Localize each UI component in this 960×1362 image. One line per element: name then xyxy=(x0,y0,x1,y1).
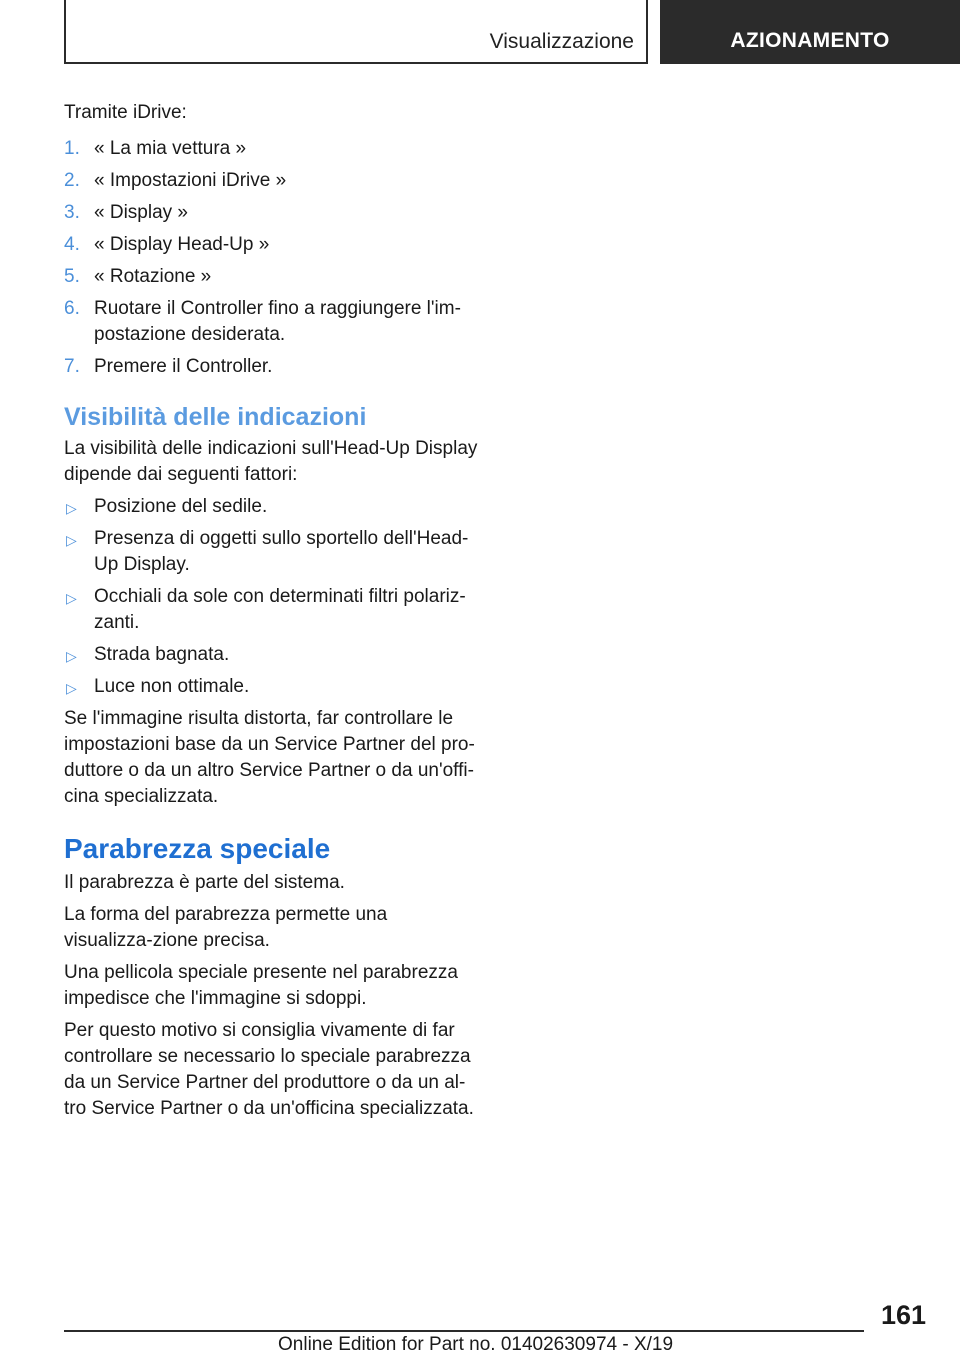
step-item xyxy=(64,232,480,258)
list-item-text: Occhiali da sole con determinati filtri polariz-zanti. xyxy=(94,586,466,633)
step-number: 7. xyxy=(64,356,80,377)
triangle-bullet-icon: ▷ xyxy=(66,532,77,548)
page-content xyxy=(64,100,480,1128)
windshield-paragraph: Una pellicola speciale presente nel parabrezza impedisce che l'immagine si sdoppi. xyxy=(64,962,458,1009)
step-item xyxy=(64,168,480,194)
step-number: 1. xyxy=(64,138,80,159)
step-item xyxy=(64,354,480,380)
windshield-paragraph: La forma del parabrezza permette una visualizza-zione precisa. xyxy=(64,904,388,951)
step-item xyxy=(64,200,480,226)
steps-intro: Tramite iDrive: xyxy=(64,102,187,123)
list-item xyxy=(64,494,480,520)
step-text: « La mia vettura » xyxy=(94,138,247,159)
step-item xyxy=(64,264,480,290)
step-text: « Impostazioni iDrive » xyxy=(94,170,287,191)
steps-list xyxy=(64,136,480,380)
step-text: « Rotazione » xyxy=(94,266,212,287)
step-number: 4. xyxy=(64,234,80,255)
list-item xyxy=(64,674,480,700)
list-item-text: Luce non ottimale. xyxy=(94,676,250,697)
triangle-bullet-icon: ▷ xyxy=(66,500,77,516)
list-item xyxy=(64,584,480,636)
visibility-intro: La visibilità delle indicazioni sull'Head-Up Display dipende dai seguenti fattori: xyxy=(64,438,478,485)
step-text: « Display » xyxy=(94,202,188,223)
visibility-heading: Visibilità delle indicazioni xyxy=(64,403,367,431)
page-number: 161 xyxy=(880,1300,926,1330)
visibility-factors-list xyxy=(64,494,480,700)
triangle-bullet-icon: ▷ xyxy=(66,648,77,664)
list-item-text: Posizione del sedile. xyxy=(94,496,268,517)
triangle-bullet-icon: ▷ xyxy=(66,590,77,606)
step-text: Premere il Controller. xyxy=(94,356,273,377)
step-item xyxy=(64,296,480,348)
windshield-paragraph: Il parabrezza è parte del sistema. xyxy=(64,872,345,893)
footer-edition: Online Edition for Part no. 01402630974 - X/19 xyxy=(278,1334,674,1355)
list-item xyxy=(64,526,480,578)
step-text: « Display Head-Up » xyxy=(94,234,270,255)
list-item-text: Presenza di oggetti sullo sportello dell'Head-Up Display. xyxy=(94,528,469,575)
step-number: 3. xyxy=(64,202,80,223)
list-item xyxy=(64,642,480,668)
windshield-paragraph: Per questo motivo si consiglia vivamente di far controllare se necessario lo speciale parabrezza da un Service Partner del produttore o da un al-tro Service Partner o da un'officina specializzata. xyxy=(64,1020,474,1119)
step-number: 2. xyxy=(64,170,80,191)
step-text: Ruotare il Controller fino a raggiungere l'im-postazione desiderata. xyxy=(94,298,461,345)
list-item-text: Strada bagnata. xyxy=(94,644,230,665)
chapter-tab: AZIONAMENTO xyxy=(660,0,960,64)
windshield-heading: Parabrezza speciale xyxy=(64,833,331,864)
section-title: Visualizzazione xyxy=(489,30,634,53)
step-number: 5. xyxy=(64,266,80,287)
triangle-bullet-icon: ▷ xyxy=(66,680,77,696)
step-item xyxy=(64,136,480,162)
footer-divider xyxy=(64,1330,864,1332)
visibility-note: Se l'immagine risulta distorta, far controllare le impostazioni base da un Service Partner del pro-duttore o da un altro Service Partner o da un'offi-cina specializzata. xyxy=(64,708,475,807)
step-number: 6. xyxy=(64,298,80,319)
